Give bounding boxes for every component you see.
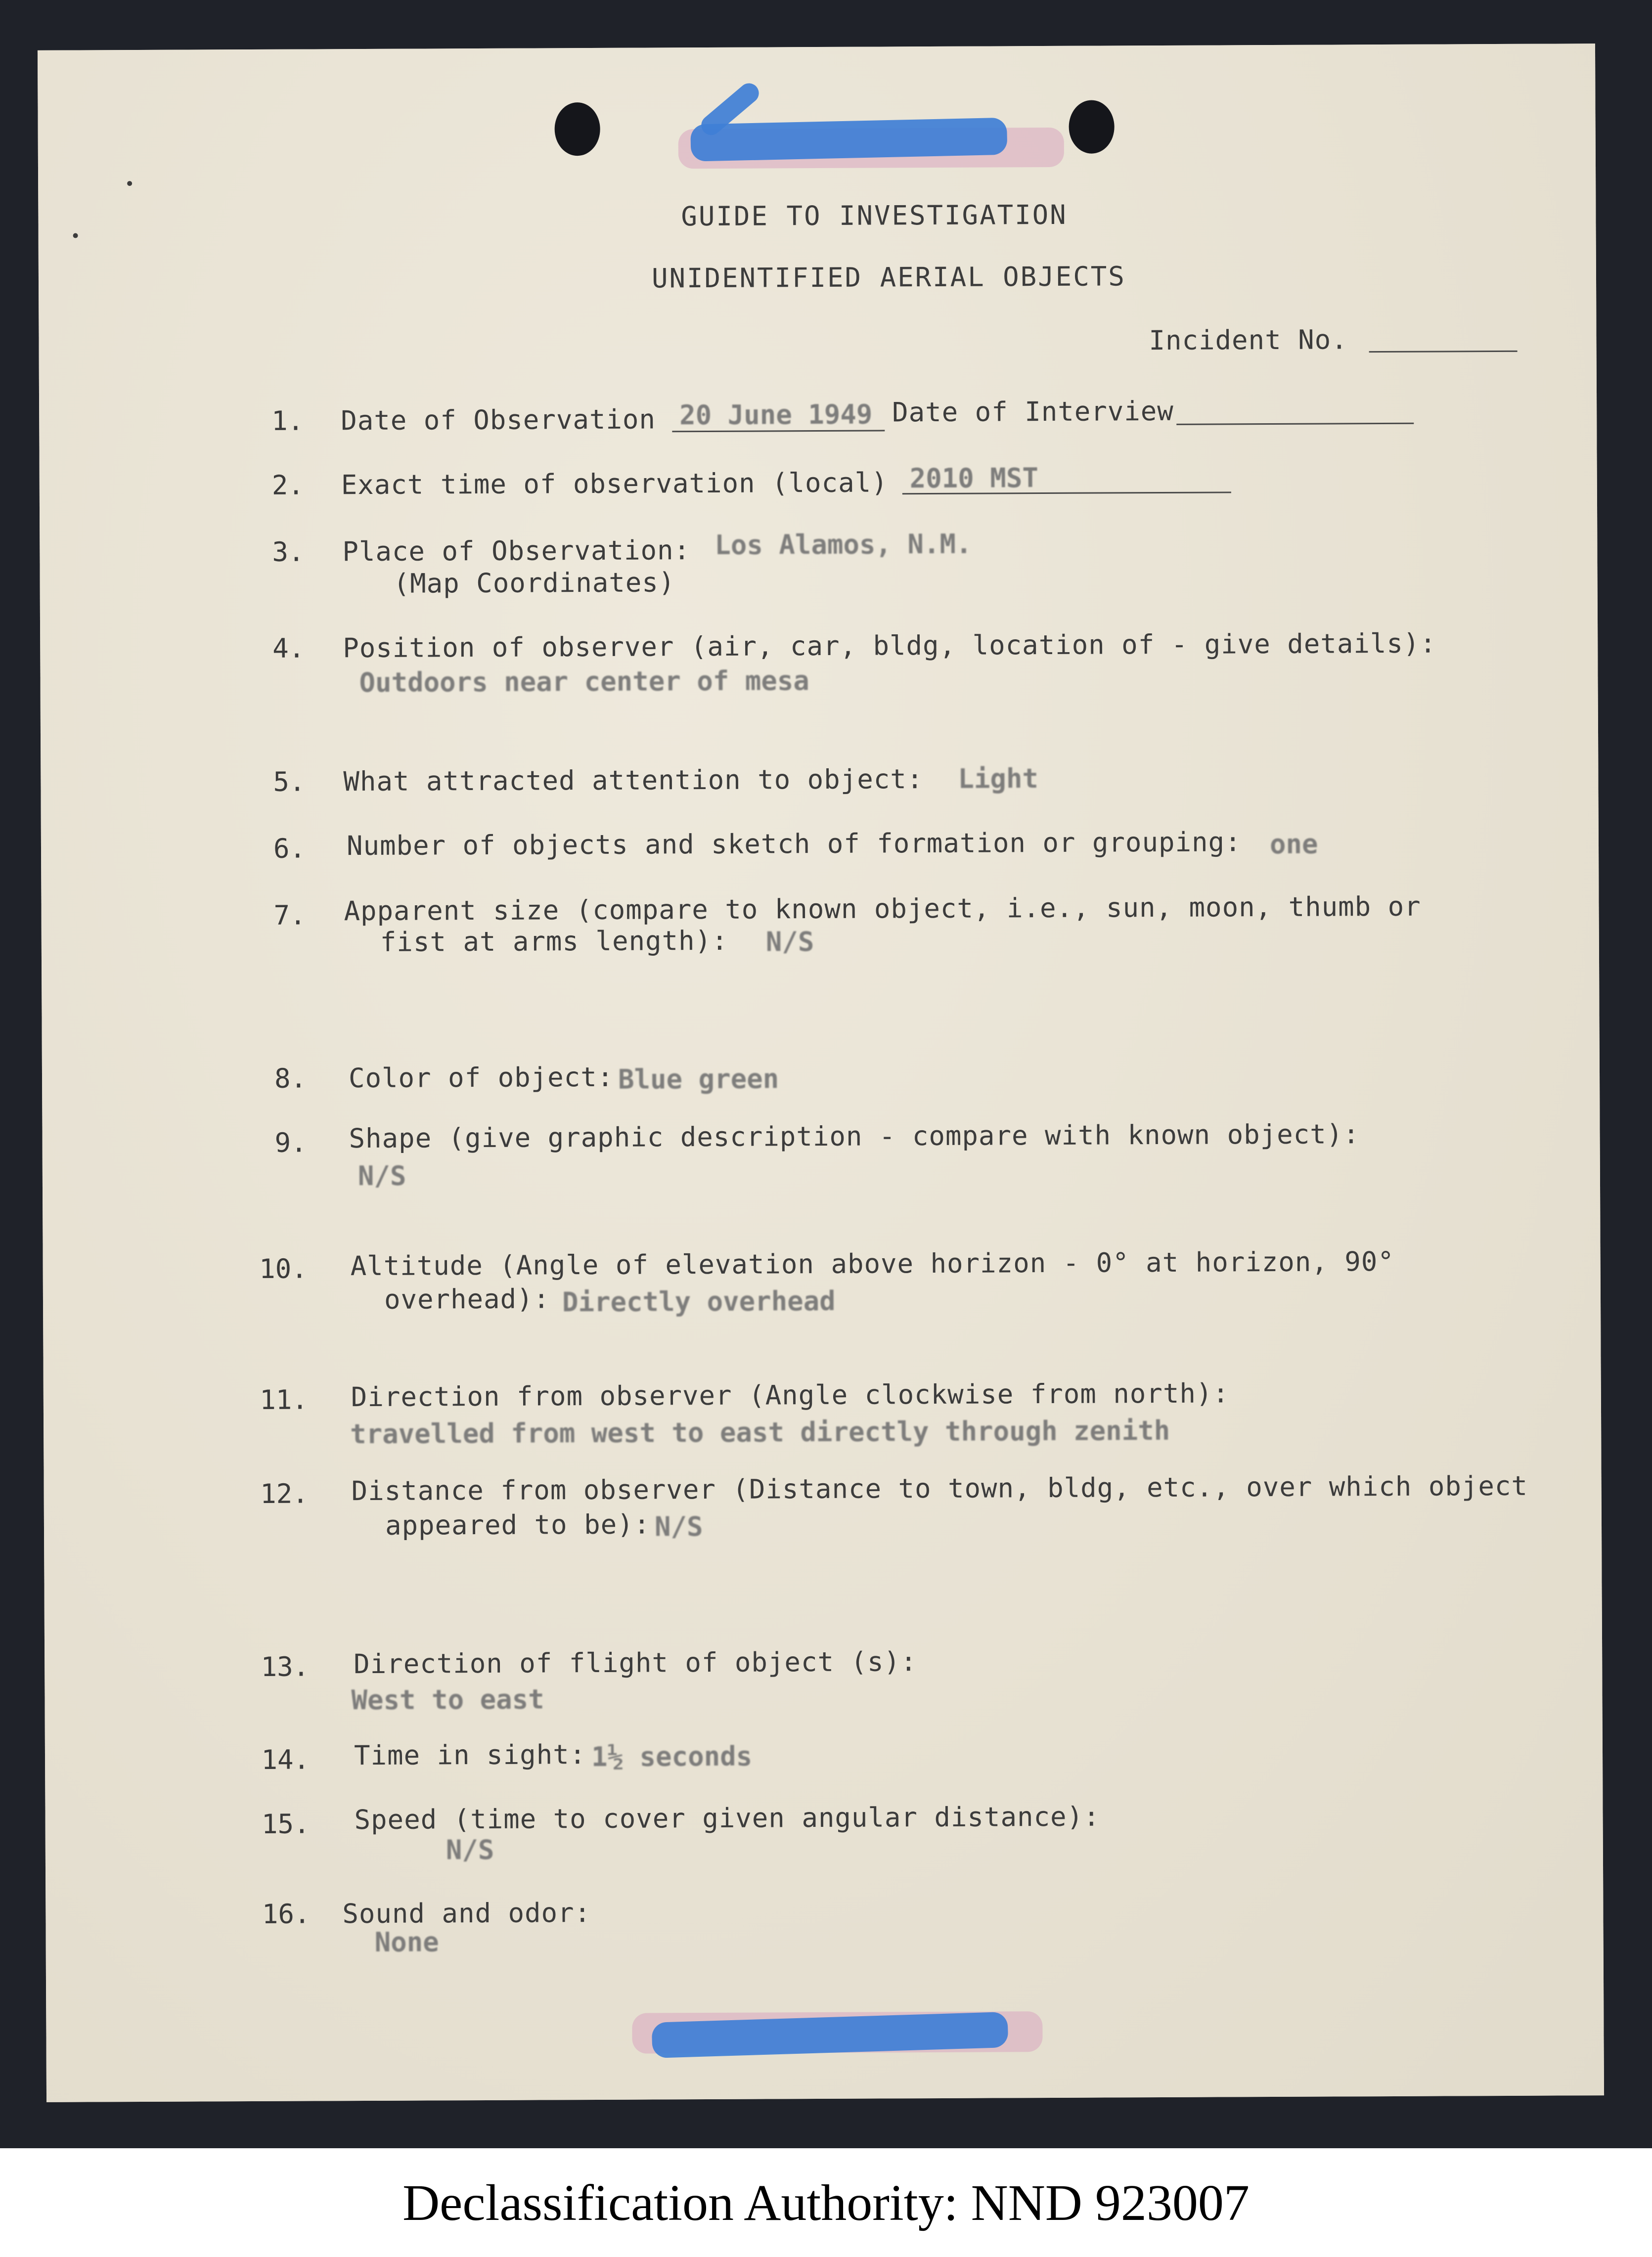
question-place-of-observation: Place of Observation: xyxy=(342,534,691,568)
document-page xyxy=(38,44,1604,2102)
question-shape: Shape (give graphic description - compare with known object): xyxy=(349,1118,1360,1154)
item-number: 10. xyxy=(259,1253,308,1284)
question-apparent-size: Apparent size (compare to known object, i.e., sun, moon, thumb or xyxy=(344,890,1421,927)
question-altitude: Altitude (Angle of elevation above horizon - 0° at horizon, 90° xyxy=(350,1245,1395,1282)
answer-position-of-observer: Outdoors near center of mesa xyxy=(359,665,809,699)
question-apparent-size-cont: fist at arms length): xyxy=(380,925,728,958)
answer-altitude: Directly overhead xyxy=(562,1285,836,1318)
document-title: GUIDE TO INVESTIGATION xyxy=(681,199,1068,232)
answer-exact-time: 2010 MST xyxy=(909,462,1038,494)
item-number: 9. xyxy=(274,1127,307,1158)
answer-attracted-attention: Light xyxy=(958,763,1039,795)
answer-apparent-size: N/S xyxy=(765,926,814,958)
answer-direction-from-observer: travelled from west to east directly through zenith xyxy=(350,1415,1170,1450)
question-attracted-attention: What attracted attention to object: xyxy=(343,763,924,797)
answer-time-in-sight: 1½ seconds xyxy=(591,1740,753,1773)
item-number: 8. xyxy=(274,1062,307,1094)
question-date-of-observation: Date of Observation xyxy=(341,403,656,437)
item-number: 11. xyxy=(260,1384,309,1416)
item-number: 7. xyxy=(273,899,306,931)
question-color: Color of object: xyxy=(348,1061,614,1094)
answer-sound-and-odor: None xyxy=(374,1926,439,1958)
item-number: 12. xyxy=(260,1478,309,1509)
question-time-in-sight: Time in sight: xyxy=(354,1739,586,1771)
paper-speck xyxy=(127,181,132,186)
item-number: 13. xyxy=(261,1651,310,1682)
item-number: 2. xyxy=(271,469,304,501)
question-distance-cont: appeared to be): xyxy=(385,1508,651,1541)
item-number: 14. xyxy=(261,1744,310,1775)
question-exact-time: Exact time of observation (local) xyxy=(341,467,888,501)
answer-color: Blue green xyxy=(618,1063,779,1095)
answer-distance-from-observer: N/S xyxy=(654,1511,703,1543)
question-distance-from-observer: Distance from observer (Distance to town, bldg, etc., over which object xyxy=(351,1470,1528,1507)
paper-speck xyxy=(73,233,78,238)
answer-place-of-observation: Los Alamos, N.M. xyxy=(714,528,972,561)
question-direction-from-observer: Direction from observer (Angle clockwise from north): xyxy=(351,1377,1230,1413)
item-number: 1. xyxy=(271,405,304,437)
question-direction-of-flight: Direction of flight of object (s): xyxy=(354,1646,917,1680)
answer-number-of-objects: one xyxy=(1269,828,1318,860)
incident-number-field[interactable] xyxy=(1369,351,1518,353)
answer-shape: N/S xyxy=(357,1160,406,1192)
date-of-interview-field[interactable] xyxy=(1176,423,1414,425)
incident-number-label: Incident No. xyxy=(1149,324,1348,356)
question-position-of-observer: Position of observer (air, car, bldg, location of - give details): xyxy=(343,627,1437,664)
answer-direction-of-flight: West to east xyxy=(351,1683,544,1716)
question-map-coordinates: (Map Coordinates) xyxy=(393,567,675,599)
item-number: 3. xyxy=(272,536,305,568)
underline-date xyxy=(672,430,885,432)
item-number: 4. xyxy=(272,632,305,664)
answer-speed: N/S xyxy=(446,1834,494,1866)
punch-hole-left xyxy=(554,102,600,156)
item-number: 16. xyxy=(262,1898,311,1930)
answer-date-of-observation: 20 June 1949 xyxy=(679,398,873,431)
item-number: 6. xyxy=(273,833,306,864)
declassification-authority: Declassification Authority: NND 923007 xyxy=(402,2174,1250,2231)
question-altitude-cont: overhead): xyxy=(384,1283,550,1315)
question-number-of-objects: Number of objects and sketch of formation or grouping: xyxy=(346,826,1242,862)
item-number: 15. xyxy=(261,1808,310,1840)
question-date-of-interview: Date of Interview xyxy=(892,395,1174,428)
redaction-mark-top xyxy=(690,118,1007,162)
document-subtitle: UNIDENTIFIED AERIAL OBJECTS xyxy=(651,261,1126,294)
item-number: 5. xyxy=(273,766,306,797)
question-speed: Speed (time to cover given angular distance): xyxy=(354,1801,1100,1836)
question-sound-and-odor: Sound and odor: xyxy=(342,1897,591,1930)
punch-hole-right xyxy=(1069,100,1114,153)
